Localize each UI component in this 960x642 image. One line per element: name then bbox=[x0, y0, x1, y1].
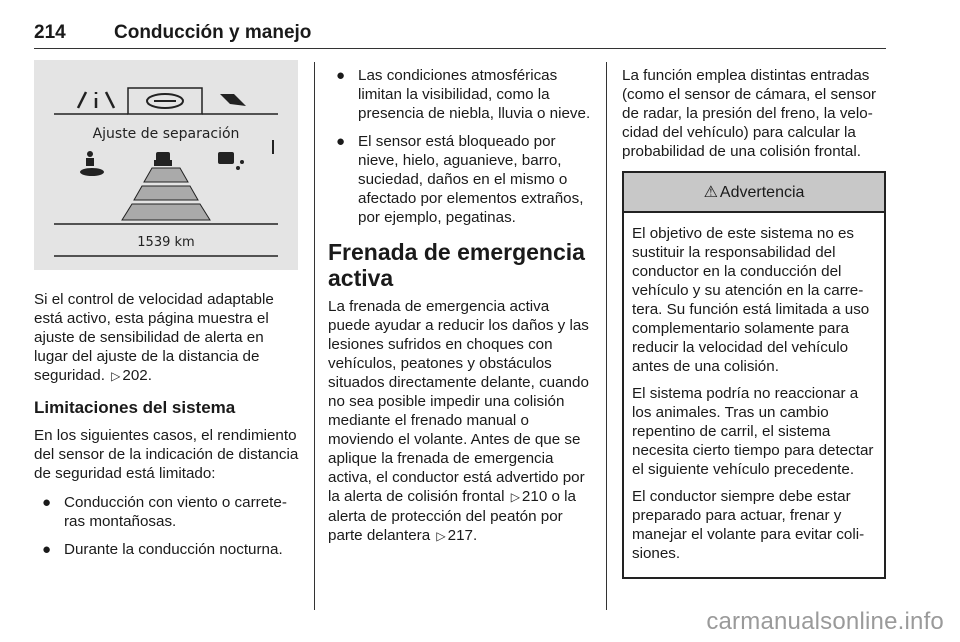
xref-arrow-icon: ▷ bbox=[510, 490, 520, 504]
list-item: ● Durante la conducción nocturna. bbox=[42, 541, 283, 558]
cluster-display-illustration bbox=[34, 60, 298, 270]
page-header bbox=[34, 8, 886, 49]
warning-triangle-icon: ⚠ bbox=[703, 184, 718, 201]
warning-box bbox=[622, 171, 886, 579]
limits-intro: En los siguientes casos, el rendimiento del sensor de la indicación de distancia de seguridad está limitado: bbox=[34, 427, 299, 482]
road-marking-icon bbox=[220, 94, 246, 106]
xref-210: 210 bbox=[521, 488, 548, 505]
cluster-display-figure bbox=[34, 60, 298, 270]
bullet-icon: ● bbox=[42, 541, 52, 558]
warning-header bbox=[624, 173, 884, 213]
emergency-braking-paragraph: La frenada de emergencia activa puede ayudar a reducir los daños y las lesiones sufridos en choques con vehículos, peatones y obstáculos situados directamente delante, cuando no sea posible impedir una colisión mediante el frenado manual o moviendo el volante. Antes de que se aplique la frenada de emergencia activa, el conductor está advertido por la alerta de colisión frontal ▷ 210 o la alerta de protección del peatón por parte delantera ▷ 217. bbox=[328, 298, 589, 544]
car-front-icon bbox=[154, 152, 172, 166]
xref-217: 217. bbox=[447, 527, 478, 544]
function-paragraph: La función emplea distintas entradas (como el sensor de cámara, el sensor de radar, la presión del freno, la velocidad del vehículo) para calcular la probabilidad de una colisión frontal. bbox=[622, 67, 877, 160]
warning-title: Advertencia bbox=[719, 184, 805, 201]
column-divider-1 bbox=[314, 62, 315, 610]
column-divider-2 bbox=[606, 62, 607, 610]
collision-icon bbox=[218, 152, 244, 170]
column-1 bbox=[34, 60, 300, 569]
column-3 bbox=[622, 60, 886, 579]
limits-list-continued bbox=[328, 66, 592, 227]
column-2 bbox=[328, 60, 592, 556]
car-top-icon bbox=[147, 94, 183, 108]
list-item: ● Las condiciones atmosféricas limitan la visibilidad, como la presencia de niebla, lluvia o nieve. bbox=[336, 67, 591, 122]
lane-icon bbox=[78, 92, 114, 108]
pedestrian-icon bbox=[80, 151, 104, 176]
section-heading: Frenada de emergencia activa bbox=[328, 239, 585, 291]
warning-paragraph: El conductor siempre debe estar preparado para actuar, frenar y manejar el volante para evitar colisiones. bbox=[632, 488, 865, 562]
bullet-icon: ● bbox=[336, 133, 346, 150]
bullet-icon: ● bbox=[42, 494, 52, 511]
distance-bar-1 bbox=[144, 168, 188, 182]
intro-paragraph bbox=[34, 290, 300, 386]
odometer-readout: 1539 km bbox=[137, 235, 195, 250]
list-item: ● Conducción con viento o carreteras montañosas. bbox=[42, 494, 287, 530]
figure-label: Ajuste de separación bbox=[92, 126, 240, 142]
intro-text: Si el control de velocidad adaptable está activo, esta página muestra el ajuste de sensibilidad de alerta en lugar del ajuste de la distancia de seguridad. bbox=[34, 291, 274, 384]
distance-bar-3 bbox=[122, 204, 210, 220]
intro-ref: 202. bbox=[122, 367, 152, 384]
xref-arrow-icon: ▷ bbox=[111, 369, 121, 383]
chapter-title: Conducción y manejo bbox=[114, 22, 312, 43]
xref-arrow-icon: ▷ bbox=[436, 529, 446, 543]
limits-heading: Limitaciones del sistema bbox=[34, 398, 236, 417]
distance-bar-2 bbox=[134, 186, 198, 200]
list-item: ● El sensor está bloqueado por nieve, hielo, aguanieve, barro, suciedad, daños en el mismo o afectado por elementos extraños, por ejemplo, pegatinas. bbox=[336, 133, 584, 226]
bullet-icon: ● bbox=[336, 67, 346, 84]
page-number: 214 bbox=[34, 22, 66, 43]
watermark: carmanualsonline.info bbox=[706, 608, 944, 635]
warning-body bbox=[624, 213, 884, 577]
limits-list bbox=[34, 493, 300, 559]
warning-paragraph: El objetivo de este sistema no es sustituir la responsabilidad del conductor en la conducción del vehículo y su atención en la carretera. Su función está limitada a uso complementario solamente para reducir la velocidad del vehículo antes de una colisión. bbox=[632, 225, 870, 375]
warning-paragraph: El sistema podría no reaccionar a los animales. Tras un cambio repentino de carril, el sistema necesita cierto tiempo para detectar el siguiente vehículo precedente. bbox=[632, 385, 874, 478]
